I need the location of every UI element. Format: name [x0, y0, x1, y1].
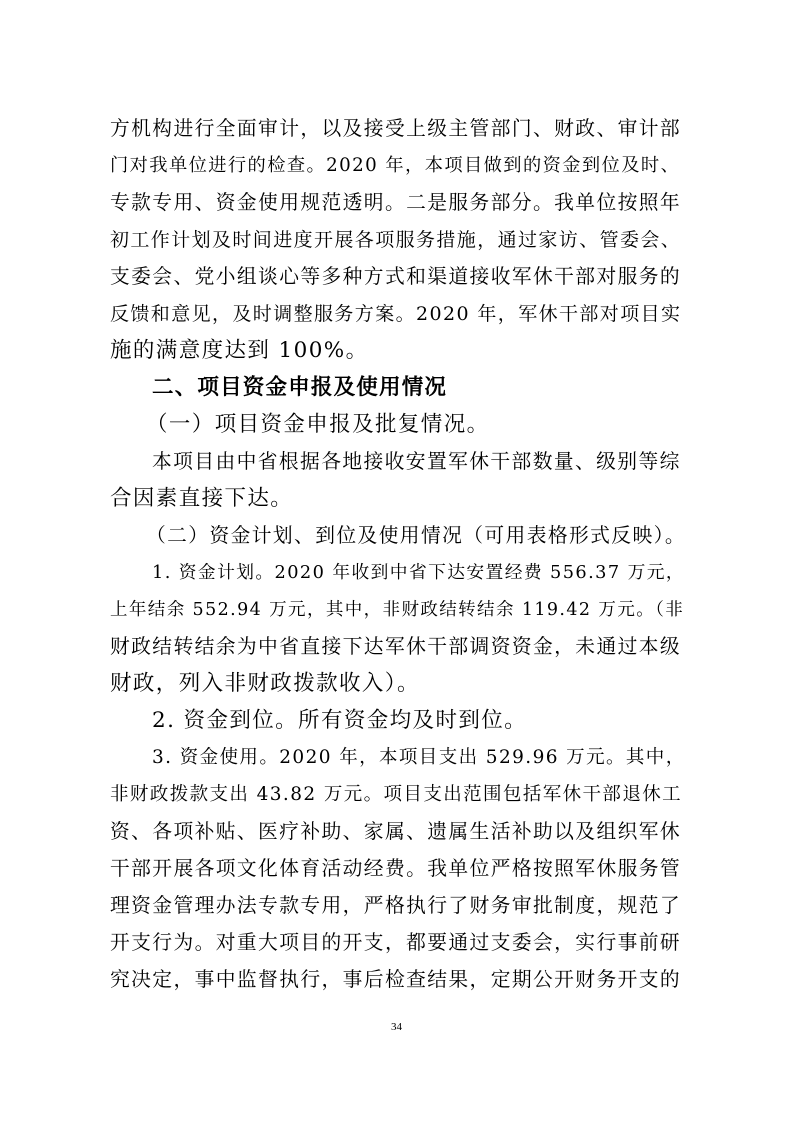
body-text-line-23: 开支行为。对重大项目的开支，都要通过支委会，实行事前研: [110, 931, 682, 954]
body-text-line-5: 支委会、党小组谈心等多种方式和渠道接收军休干部对服务的: [110, 265, 682, 288]
body-text-line-18: 3. 资金使用。2020 年，本项目支出 529.96 万元。其中，: [152, 747, 686, 768]
body-text-line-20: 资、各项补贴、医疗补助、家属、遗属生活补助以及组织军休: [110, 820, 682, 843]
body-text-line-6: 反馈和意见，及时调整服务方案。2020 年，军休干部对项目实: [110, 303, 682, 325]
body-text-line-13: 1. 资金计划。2020 年收到中省下达安置经费 556.37 万元，: [152, 563, 686, 583]
body-text-line-10: 本项目由中省根据各地接收安置军休干部数量、级别等综: [152, 450, 681, 473]
section-heading: 二、项目资金申报及使用情况: [152, 375, 448, 400]
subsection-heading-1: （一）项目资金申报及批复情况。: [146, 412, 490, 437]
body-text-line-7: 施的满意度达到 100%。: [110, 338, 369, 363]
body-text-line-14: 上年结余 552.94 万元，其中，非财政结转结余 119.42 万元。（非: [110, 600, 685, 620]
body-text-line-21: 干部开展各项文化体育活动经费。我单位严格按照军休服务管: [110, 857, 682, 880]
body-text-line-16: 财政，列入非财政拨款收入）。: [110, 671, 420, 696]
page-number: 34: [391, 1021, 402, 1033]
body-text-line-1: 方机构进行全面审计，以及接受上级主管部门、财政、审计部: [110, 117, 682, 140]
subsection-heading-2: （二）资金计划、到位及使用情况（可用表格形式反映）。: [146, 524, 687, 547]
body-text-line-19: 非财政拨款支出 43.82 万元。项目支出范围包括军休干部退休工: [110, 784, 683, 805]
body-text-line-22: 理资金管理办法专款专用，严格执行了财务审批制度，规范了: [110, 894, 682, 917]
body-text-line-15: 财政结转结余为中省直接下达军休干部调资资金，未通过本级: [110, 635, 682, 658]
body-text-line-3: 专款专用、资金使用规范透明。二是服务部分。我单位按照年: [110, 191, 682, 214]
body-text-line-24: 究决定，事中监督执行，事后检查结果，定期公开财务开支的: [110, 968, 682, 991]
body-text-line-4: 初工作计划及时间进度开展各项服务措施，通过家访、管委会、: [110, 229, 682, 251]
body-text-line-17: 2. 资金到位。所有资金均及时到位。: [152, 708, 528, 733]
body-text-line-2: 门对我单位进行的检查。2020 年，本项目做到的资金到位及时、: [110, 155, 681, 176]
body-text-line-11: 合因素直接下达。: [110, 486, 294, 511]
